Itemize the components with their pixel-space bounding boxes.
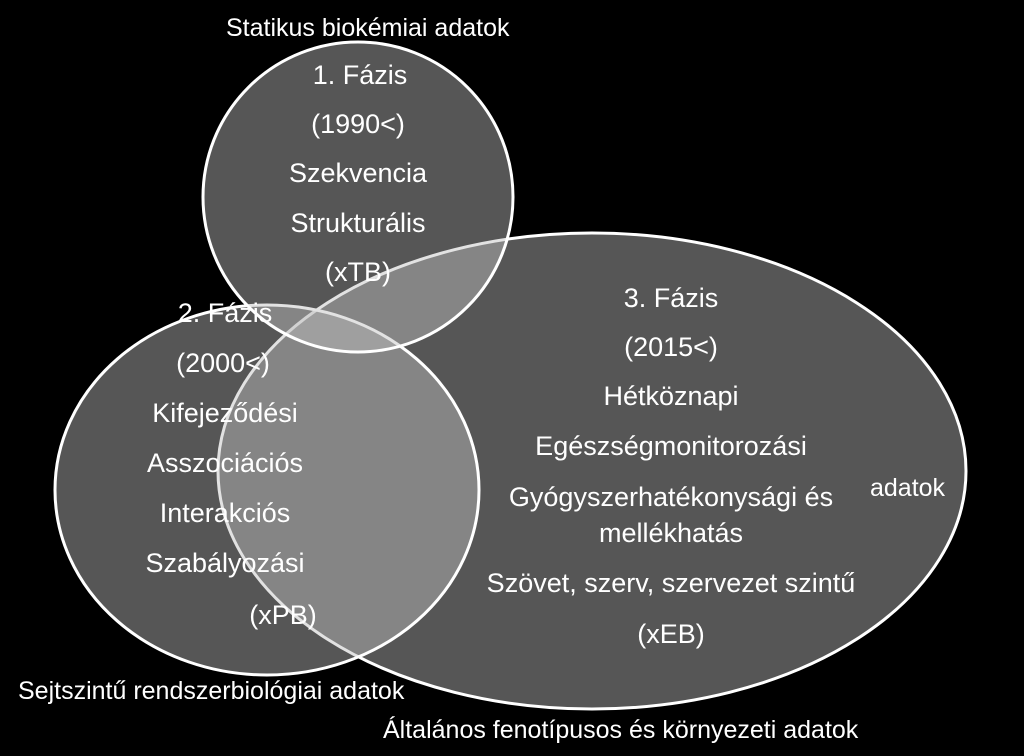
phase2-item-2: Interakciós — [159, 498, 291, 528]
static-data-label: Statikus biokémiai adatok — [226, 14, 510, 42]
phase3-item-1: Egészségmonitorozási — [535, 431, 807, 461]
general-phenotype-label: Általános fenotípusos és környezeti adatok — [383, 716, 859, 744]
phase1-item-1: Strukturális — [290, 208, 426, 238]
phase3-side-label: adatok — [870, 474, 946, 502]
phase3-year: (2015<) — [624, 332, 718, 362]
phase3-item-2: Gyógyszerhatékonysági és — [508, 482, 834, 512]
phase2-item-3: Szabályozási — [145, 548, 305, 578]
phase2-year: (2000<) — [176, 348, 270, 378]
phase3-title: 3. Fázis — [623, 283, 719, 313]
phase2-db: (xPB) — [249, 600, 317, 630]
phase1-title: 1. Fázis — [312, 60, 408, 90]
phase1-item-0: Szekvencia — [288, 158, 428, 188]
phase1-db: (xTB) — [325, 257, 391, 287]
phase3-item-4: Szövet, szerv, szervezet szintű — [486, 568, 856, 598]
phase3-item-0: Hétköznapi — [603, 381, 739, 411]
phase2-item-1: Asszociációs — [146, 448, 304, 478]
phase2-title: 2. Fázis — [177, 298, 273, 328]
phase3-item-3: mellékhatás — [598, 518, 744, 548]
phase2-item-0: Kifejeződési — [152, 398, 298, 428]
phase1-year: (1990<) — [311, 109, 405, 139]
phase3-db: (xEB) — [637, 619, 705, 649]
cell-systems-biology-label: Sejtszintű rendszerbiológiai adatok — [18, 677, 405, 705]
